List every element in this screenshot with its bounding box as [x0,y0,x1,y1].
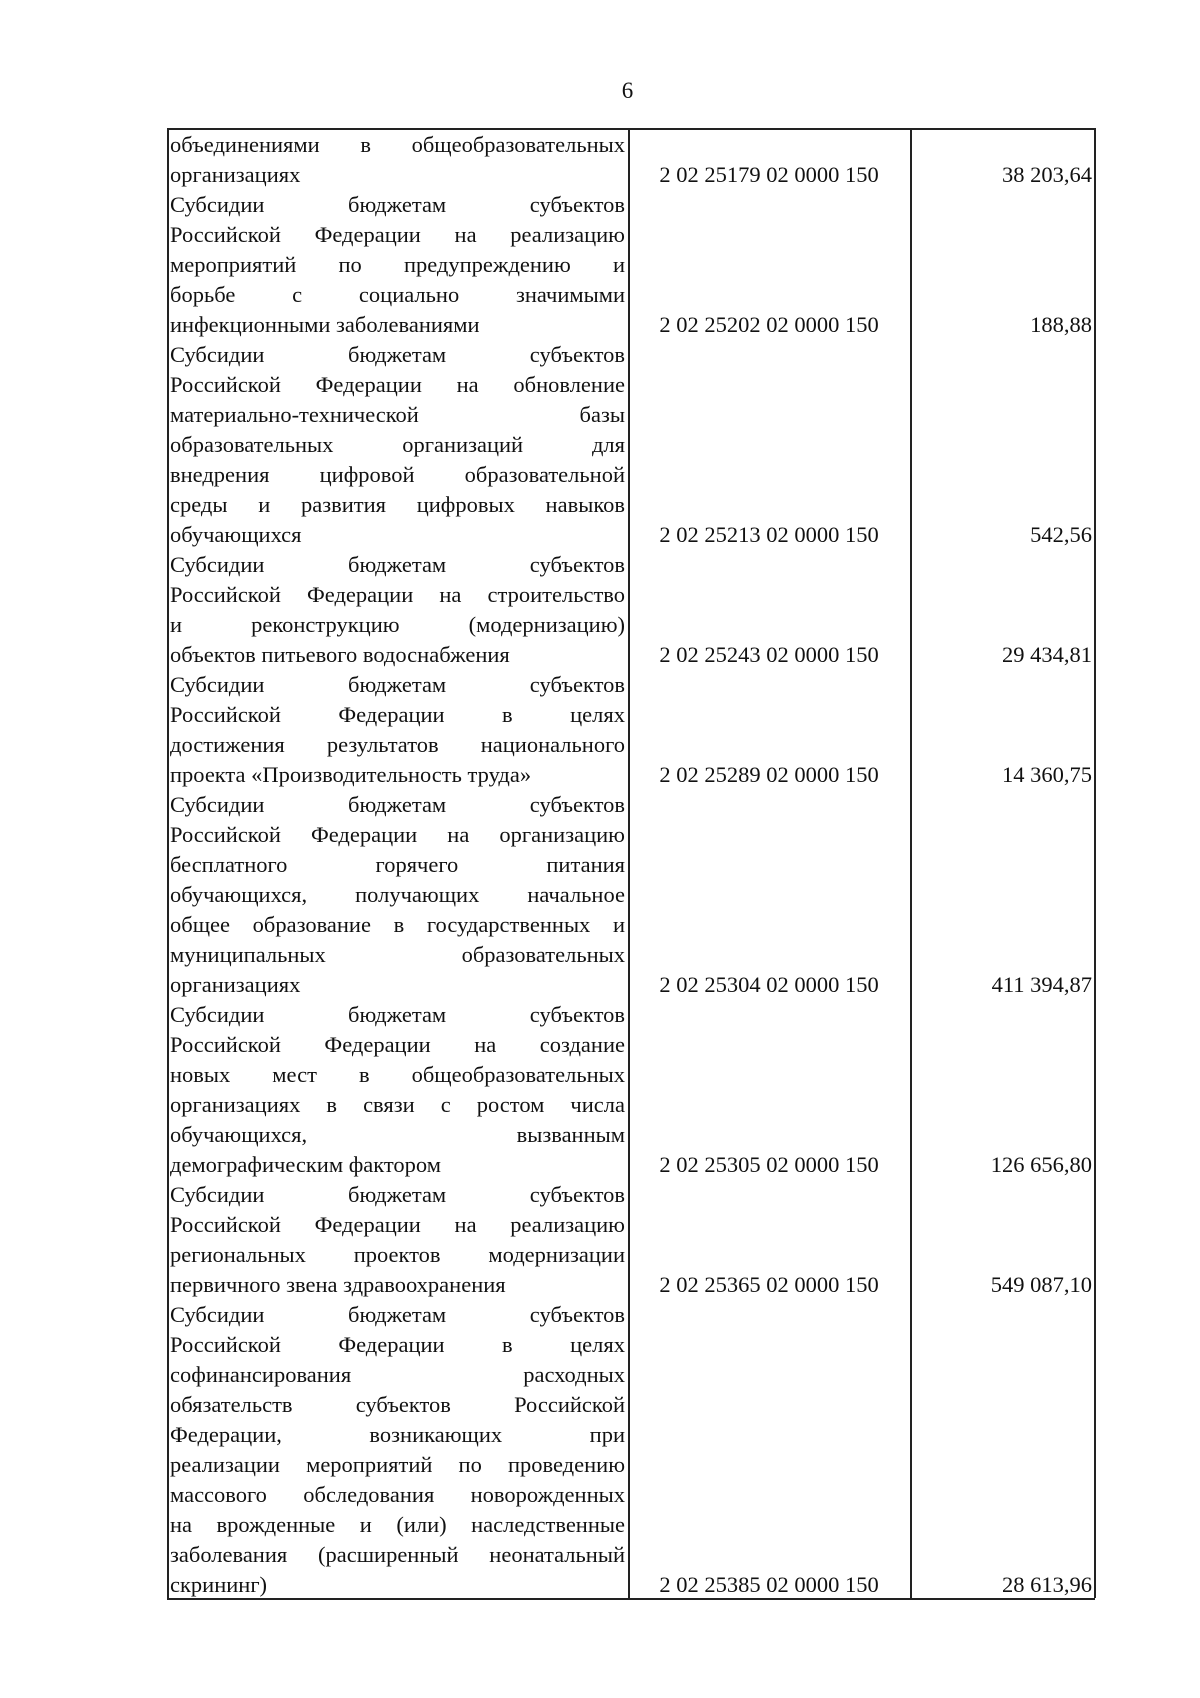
description-line: на врожденные и (или) наследственные [170,1512,625,1537]
description-line: Субсидии бюджетам субъектов [170,1002,625,1027]
description-line: муниципальных образовательных [170,942,625,967]
description-line: Субсидии бюджетам субъектов [170,192,625,217]
amount: 28 613,96 [1002,1572,1092,1597]
description-line: и реконструкцию (модернизацию) [170,612,625,637]
description-line: объектов питьевого водоснабжения [170,642,510,667]
description-line: Субсидии бюджетам субъектов [170,552,625,577]
description-line: Субсидии бюджетам субъектов [170,792,625,817]
description-line: Субсидии бюджетам субъектов [170,1302,625,1327]
description-line: образовательных организаций для [170,432,625,457]
description-line: Российской Федерации на реализацию [170,222,625,247]
description-line: обучающихся [170,522,302,547]
description-line: массового обследования новорожденных [170,1482,625,1507]
row-description [170,550,625,670]
budget-code: 2 02 25304 02 0000 150 [659,972,879,997]
budget-code: 2 02 25365 02 0000 150 [659,1272,879,1297]
row-description [170,790,625,1000]
description-line: инфекционными заболеваниями [170,312,480,337]
description-line: обязательств субъектов Российской [170,1392,625,1417]
description-line: реализации мероприятий по проведению [170,1452,625,1477]
description-line: организациях [170,972,301,997]
description-line: заболевания (расширенный неонатальный [170,1542,625,1567]
budget-code: 2 02 25305 02 0000 150 [659,1152,879,1177]
description-line: Субсидии бюджетам субъектов [170,342,625,367]
row-description [170,1000,625,1180]
description-line: первичного звена здравоохранения [170,1272,506,1297]
table-row [168,790,1094,1000]
description-line: организациях в связи с ростом числа [170,1092,625,1117]
description-line: мероприятий по предупреждению и [170,252,625,277]
description-line: Российской Федерации в целях [170,1332,625,1357]
amount: 549 087,10 [990,1272,1092,1297]
description-line: Субсидии бюджетам субъектов [170,1182,625,1207]
description-line: обучающихся, вызванным [170,1122,625,1147]
table-row [168,1000,1094,1180]
description-line: Российской Федерации на обновление [170,372,625,397]
description-line: борьбе с социально значимыми [170,282,625,307]
amount: 411 394,87 [991,972,1092,997]
description-line: среды и развития цифровых навыков [170,492,625,517]
table-row [168,130,1094,190]
amount: 14 360,75 [1002,762,1092,787]
description-line: Федерации, возникающих при [170,1422,625,1447]
budget-code: 2 02 25385 02 0000 150 [659,1572,879,1597]
budget-code: 2 02 25243 02 0000 150 [659,642,879,667]
description-line: бесплатного горячего питания [170,852,625,877]
amount: 188,88 [1030,312,1092,337]
description-line: Российской Федерации на организацию [170,822,625,847]
table-row [168,1300,1094,1600]
amount: 29 434,81 [1002,642,1092,667]
row-description [170,1180,625,1300]
table-row [168,340,1094,550]
description-line: общее образование в государственных и [170,912,625,937]
row-description [170,670,625,790]
amount: 38 203,64 [1002,162,1092,187]
table-row [168,190,1094,340]
description-line: Российской Федерации на создание [170,1032,625,1057]
budget-code: 2 02 25213 02 0000 150 [659,522,879,547]
description-line: достижения результатов национального [170,732,625,757]
description-line: Российской Федерации на реализацию [170,1212,625,1237]
description-line: софинансирования расходных [170,1362,625,1387]
table-row [168,670,1094,790]
description-line: новых мест в общеобразовательных [170,1062,625,1087]
row-description [170,1300,625,1600]
budget-code: 2 02 25179 02 0000 150 [659,162,879,187]
description-line: Субсидии бюджетам субъектов [170,672,625,697]
table-row [168,1180,1094,1300]
description-line: материально-технической базы [170,402,625,427]
description-line: региональных проектов модернизации [170,1242,625,1267]
row-description [170,190,625,340]
description-line: скрининг) [170,1572,268,1597]
budget-code: 2 02 25202 02 0000 150 [659,312,879,337]
table-border-right [1094,128,1096,1598]
description-line: Российской Федерации в целях [170,702,625,727]
description-line: организациях [170,162,301,187]
description-line: обучающихся, получающих начальное [170,882,625,907]
amount: 542,56 [1030,522,1092,547]
row-description [170,340,625,550]
table-row [168,550,1094,670]
description-line: объединениями в общеобразовательных [170,132,625,157]
description-line: Российской Федерации на строительство [170,582,625,607]
description-line: демографическим фактором [170,1152,441,1177]
amount: 126 656,80 [990,1152,1092,1177]
page-number: 6 [621,78,634,103]
description-line: проекта «Производительность труда» [170,762,532,787]
description-line: внедрения цифровой образовательной [170,462,625,487]
budget-code: 2 02 25289 02 0000 150 [659,762,879,787]
row-description [170,130,625,190]
